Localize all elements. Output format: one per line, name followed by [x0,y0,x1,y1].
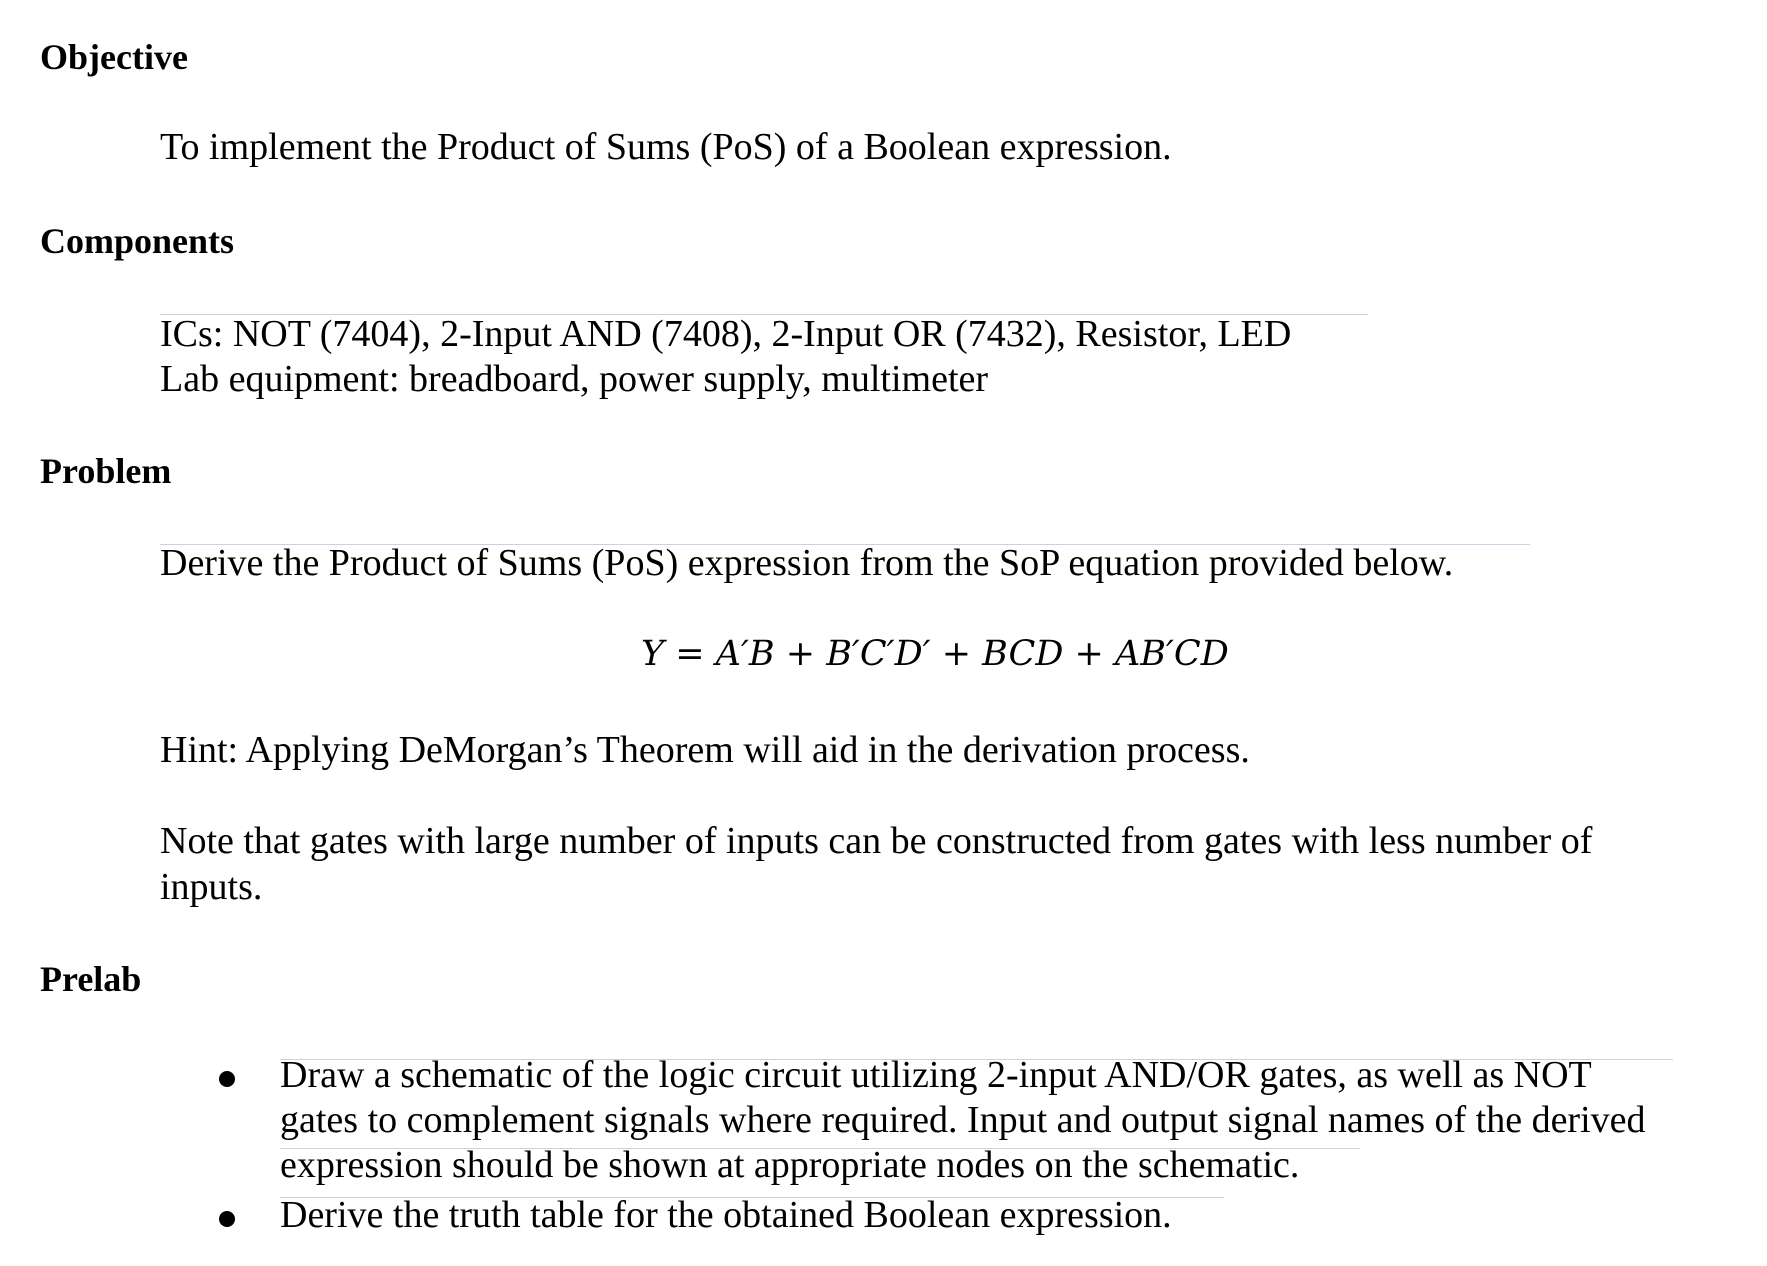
problem-intro: Derive the Product of Sums (PoS) expression from the SoP equation provided below. [160,542,1454,584]
prelab-bullet1-line2: gates to complement signals where required. Input and output signal names of the derived [280,1099,1646,1141]
objective-heading: Objective [40,37,188,77]
components-equipment-line: Lab equipment: breadboard, power supply, multimeter [160,358,989,400]
components-ics-line: ICs: NOT (7404), 2-Input AND (7408), 2-Input OR (7432), Resistor, LED [160,313,1292,355]
sop-equation: Y = A′B + B′C′D′ + BCD + AB′CD [641,634,1229,674]
prelab-heading: Prelab [40,959,142,999]
problem-hint: Hint: Applying DeMorgan’s Theorem will aid in the derivation process. [160,729,1250,771]
problem-note-line1: Note that gates with large number of inputs can be constructed from gates with less number of [160,820,1593,862]
problem-note-line2: inputs. [160,866,263,908]
bullet-marker-1 [219,1071,235,1087]
components-heading: Components [40,221,235,261]
objective-text: To implement the Product of Sums (PoS) of a Boolean expression. [160,126,1172,168]
prelab-bullet1-line3: expression should be shown at appropriate nodes on the schematic. [280,1144,1300,1186]
prelab-bullet2: Derive the truth table for the obtained Boolean expression. [280,1194,1172,1236]
prelab-bullet1-line1: Draw a schematic of the logic circuit utilizing 2-input AND/OR gates, as well as NOT [280,1054,1592,1096]
problem-heading: Problem [40,451,172,491]
bullet-marker-2 [219,1211,235,1227]
